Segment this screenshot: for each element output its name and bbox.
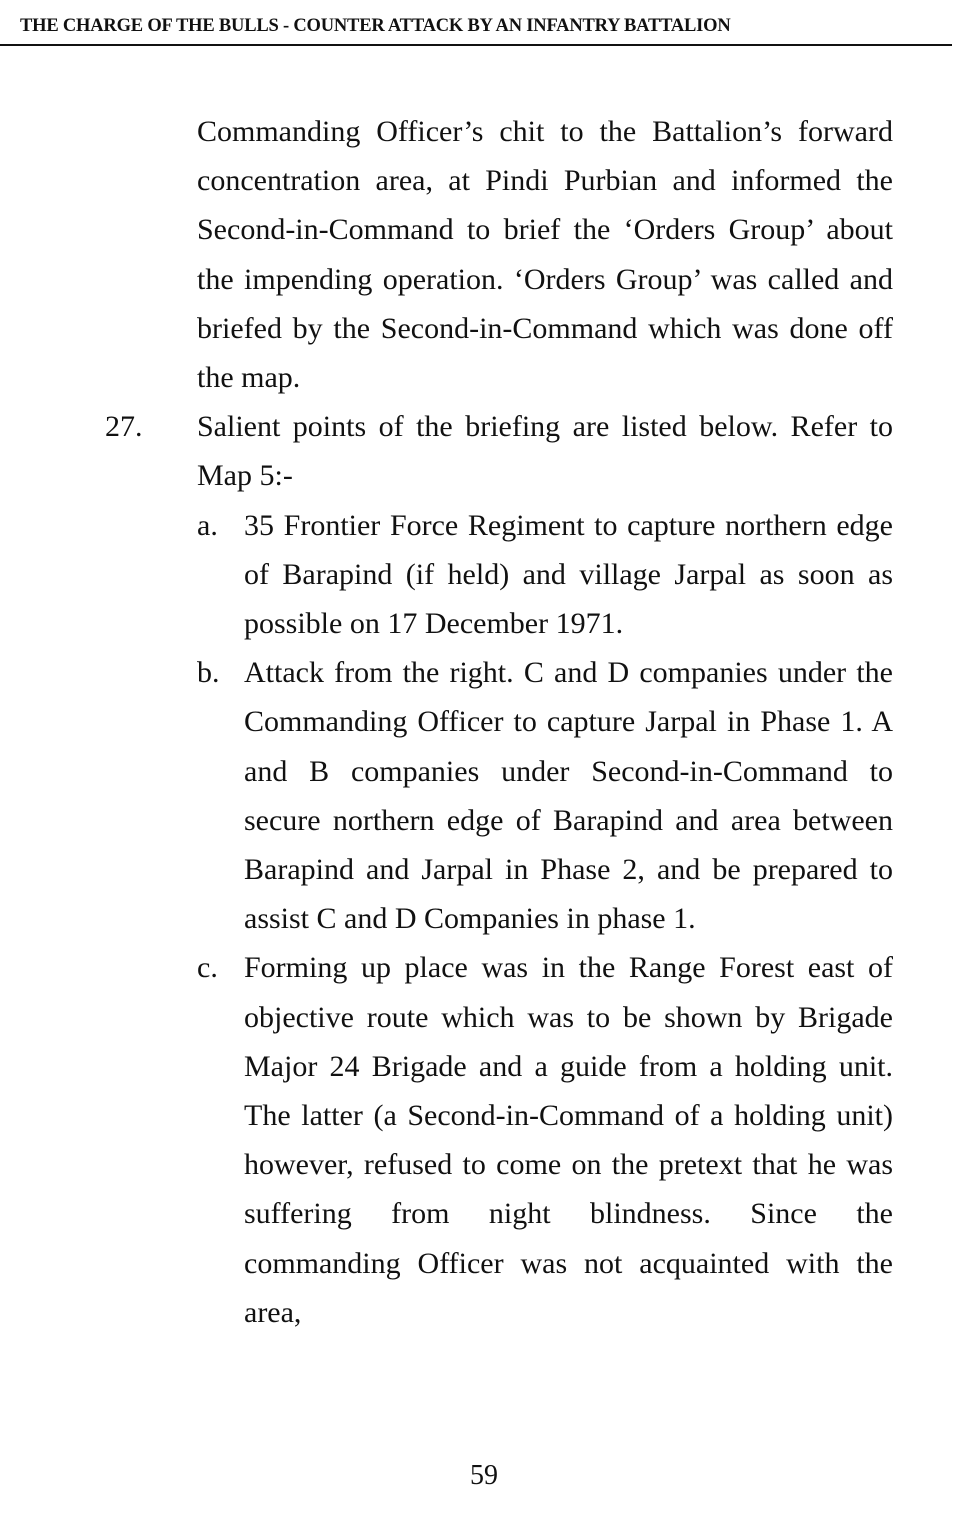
- continuation-paragraph: Commanding Officer’s chit to the Battalion’s forward concentration area, at Pindi Purbian and informed the Second-in-Command to brief the ‘Orders Group’ about the impending operation. ‘Orders Group’ was called and briefed by the Second-in-Command which was done off the map.: [197, 115, 893, 395]
- paragraph-number: 27.: [105, 410, 143, 444]
- list-item-text: Attack from the right. C and D companies under the Commanding Officer to capture Jarpal in Phase 1. A and B companies under Second-in-Command to secure northern edge of Barapind and area between Barapind and Jarpal in Phase 2, and be prepared to assist C and D Companies in phase 1.: [244, 656, 893, 936]
- list-item-text: Forming up place was in the Range Forest east of objective route which was to be shown by Brigade Major 24 Brigade and a guide from a holding unit. The latter (a Second-in-Command of a holding unit) however, refused to come on the pretext that he was suffering from night blindness. Since the commanding Officer was not acquainted with the area,: [244, 951, 893, 1329]
- list-item-b: [197, 648, 893, 943]
- page-number: 59: [470, 1460, 498, 1491]
- page-body: [0, 107, 968, 1337]
- list-item-text: 35 Frontier Force Regiment to capture northern edge of Barapind (if held) and village Jarpal as soon as possible on 17 December 1971.: [244, 508, 893, 641]
- running-header: [0, 0, 952, 46]
- list-marker: a.: [197, 508, 218, 542]
- paragraph-intro: Salient points of the briefing are listed below. Refer to Map 5:-: [197, 410, 893, 493]
- list-marker: b.: [197, 656, 220, 690]
- running-title: THE CHARGE OF THE BULLS - COUNTER ATTACK BY AN INFANTRY BATTALION: [20, 16, 731, 36]
- list-marker: c.: [197, 951, 218, 985]
- list-item-a: [197, 501, 893, 649]
- list-item-c: [197, 943, 893, 1337]
- paragraph-27: [105, 402, 893, 1337]
